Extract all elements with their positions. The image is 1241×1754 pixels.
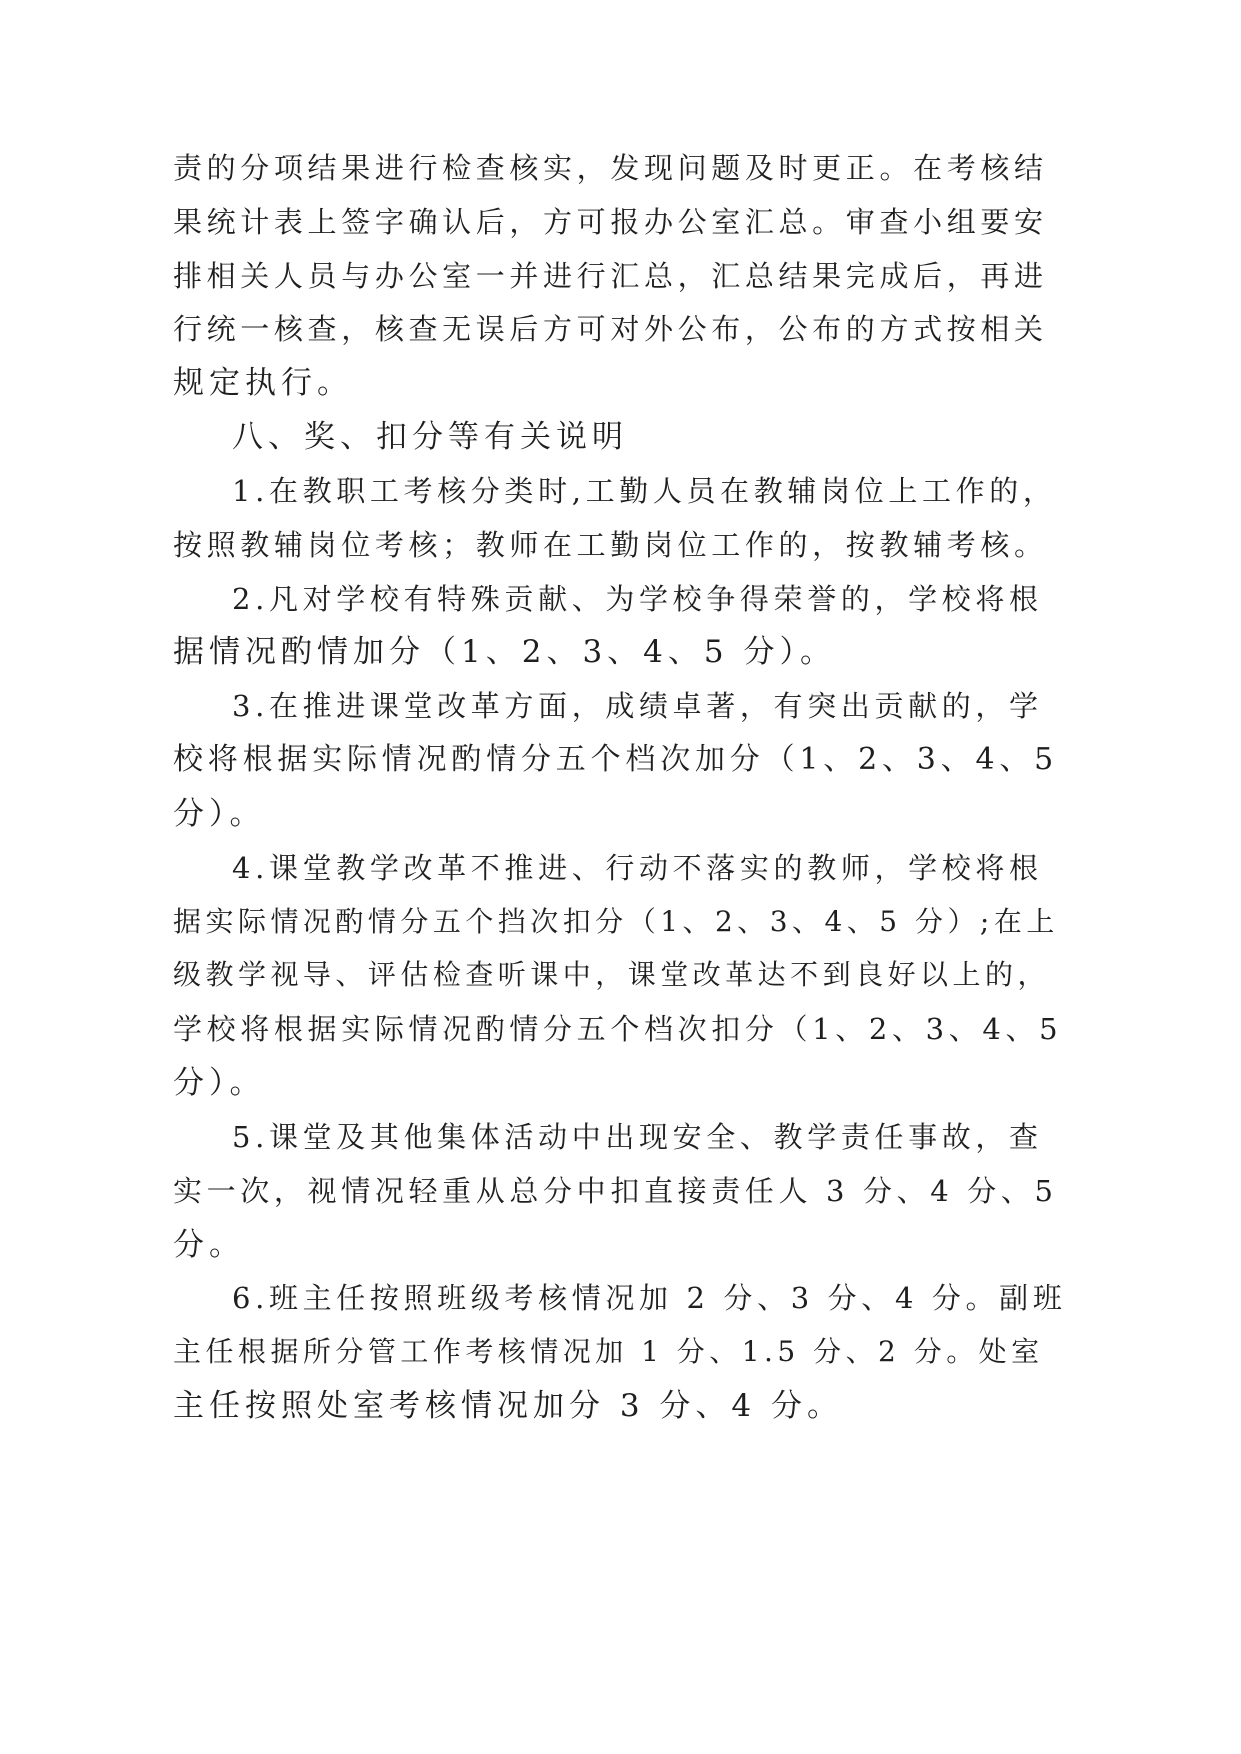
text-line: 据实际情况酌情分五个挡次扣分（1、2、3、4、5 分）;在上 (173, 905, 1059, 938)
text-line: 3.在推进课堂改革方面，成绩卓著，有突出贡献的，学 (232, 689, 1043, 723)
text-line: 校将根据实际情况酌情分五个档次加分（1、2、3、4、5 (173, 742, 1059, 777)
text-line: 主任根据所分管工作考核情况加 1 分、1.5 分、2 分。处室 (173, 1335, 1044, 1368)
text-line: 4.课堂教学改革不推进、行动不落实的教师，学校将根 (232, 851, 1043, 885)
text-line: 行统一核查，核查无误后方可对外公布，公布的方式按相关 (173, 312, 1048, 346)
text-line: 学校将根据实际情况酌情分五个档次扣分（1、2、3、4、5 (173, 1012, 1063, 1046)
section-heading: 八、奖、扣分等有关说明 (232, 419, 628, 455)
text-line: 责的分项结果进行检查核实，发现问题及时更正。在考核结 (173, 151, 1048, 185)
text-line: 5.课堂及其他集体活动中出现安全、教学责任事故，查 (232, 1120, 1043, 1154)
text-line: 果统计表上签字确认后，方可报办公室汇总。审查小组要安 (173, 205, 1048, 239)
text-line: 1.在教职工考核分类时,工勤人员在教辅岗位上工作的， (232, 474, 1057, 508)
text-line: 排相关人员与办公室一并进行汇总，汇总结果完成后，再进 (173, 259, 1048, 293)
text-line: 据情况酌情加分（1、2、3、4、5 分）。 (173, 634, 836, 670)
text-line: 级教学视导、评估检查听课中，课堂改革达不到良好以上的， (173, 958, 1050, 991)
text-line: 按照教辅岗位考核；教师在工勤岗位工作的，按教辅考核。 (173, 528, 1048, 562)
text-line: 分）。 (173, 1065, 266, 1101)
text-line: 实一次，视情况轻重从总分中扣直接责任人 3 分、4 分、5 (173, 1174, 1058, 1208)
text-line: 分）。 (173, 796, 266, 832)
text-line: 2.凡对学校有特殊贡献、为学校争得荣誉的，学校将根 (232, 582, 1043, 616)
text-line: 规定执行。 (173, 365, 353, 401)
text-line: 分。 (173, 1227, 245, 1263)
text-line: 主任按照处室考核情况加分 3 分、4 分。 (173, 1388, 844, 1424)
text-line: 6.班主任按照班级考核情况加 2 分、3 分、4 分。副班 (232, 1281, 1067, 1315)
